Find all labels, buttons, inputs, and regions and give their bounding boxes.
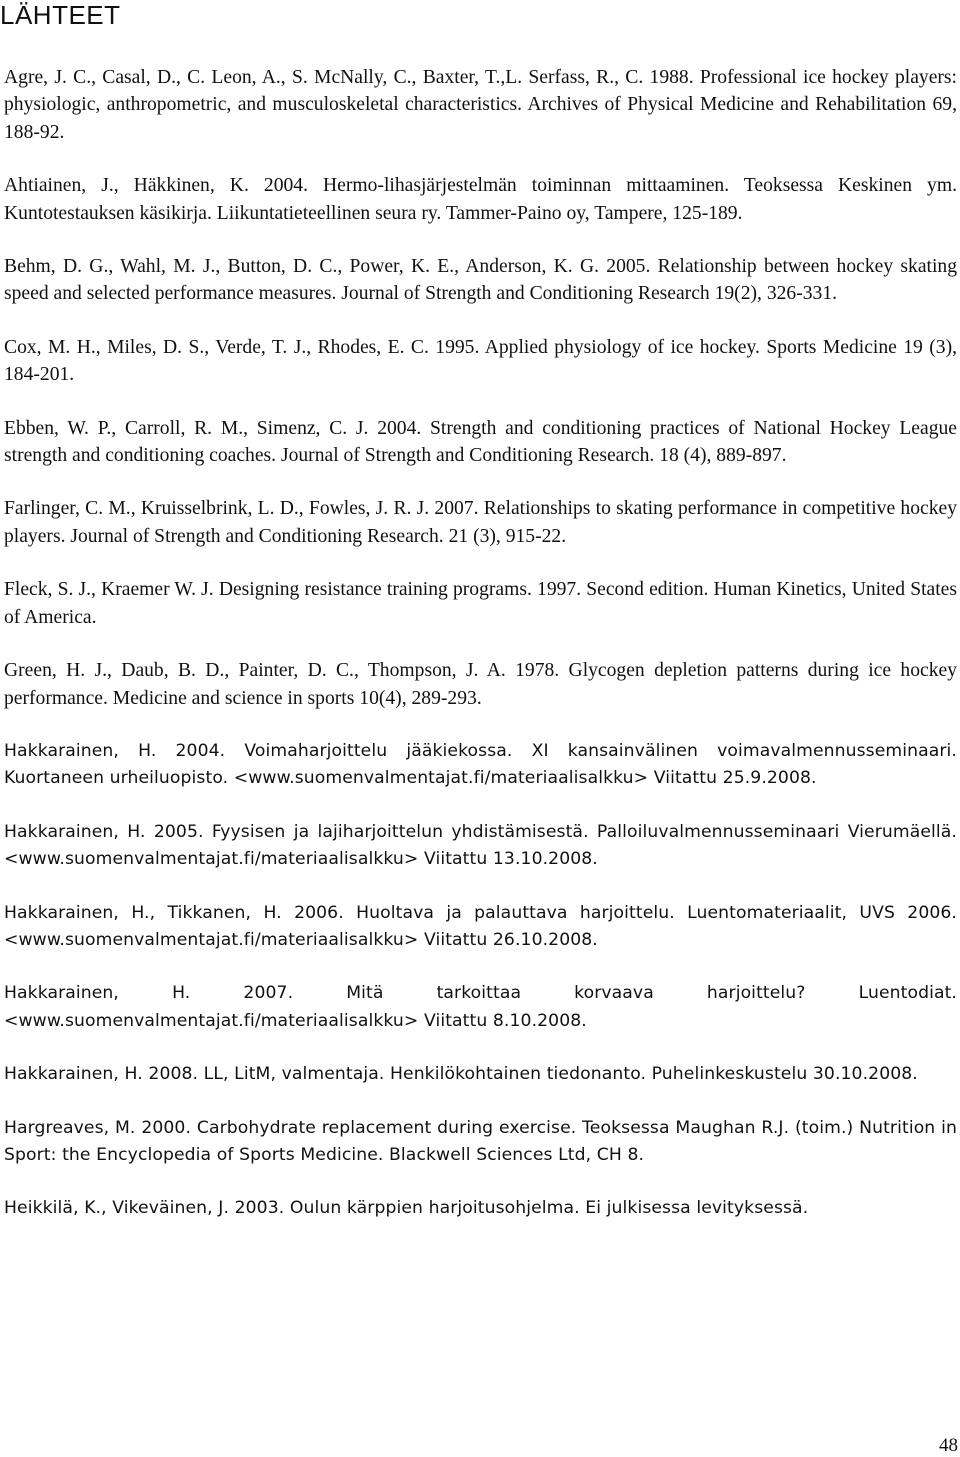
reference-item: Hakkarainen, H. 2005. Fyysisen ja lajiharjoittelun yhdistämisestä. Palloiluvalmennusseminaari Vierumäellä. <www.suomenvalmentajat.fi/materiaalisalkku> Viitattu 13.10.2008. [4,821,957,870]
reference-item: Hargreaves, M. 2000. Carbohydrate replacement during exercise. Teoksessa Maughan R.J. (toim.) Nutrition in Sport: the Encyclopedia of Sports Medicine. Blackwell Sciences Ltd, CH 8. [4,1117,957,1165]
reference-item: Ebben, W. P., Carroll, R. M., Simenz, C. J. 2004. Strength and conditioning practices of National Hockey League strength and conditioning coaches. Journal of Strength and Conditioning Research. 18 (4), 889-897. [4,417,957,467]
reference-item: Agre, J. C., Casal, D., C. Leon, A., S. McNally, C., Baxter, T.,L. Serfass, R., C. 1988. Professional ice hockey players: physiologic, anthropometric, and musculoskeletal characteristics. Archives of Physical Medicine and Rehabilitation 69, 188-92. [4,67,957,143]
reference-item: Hakkarainen, H. 2004. Voimaharjoittelu jääkiekossa. XI kansainvälinen voimavalmennusseminaari. Kuortaneen urheiluopisto. <www.suomenvalmentajat.fi/materiaalisalkku> Viitattu 25.9.2008. [4,740,957,789]
reference-item: Fleck, S. J., Kraemer W. J. Designing resistance training programs. 1997. Second edition. Human Kinetics, United States of America. [4,579,957,628]
page-heading: LÄHTEET [0,0,121,30]
reference-item: Ahtiainen, J., Häkkinen, K. 2004. Hermo-lihasjärjestelmän toiminnan mittaaminen. Teoksessa Keskinen ym. Kuntotestauksen käsikirja. Liikuntatieteellinen seura ry. Tammer-Paino oy, Tampere, 125-189. [4,175,957,224]
reference-item: Heikkilä, K., Vikeväinen, J. 2003. Oulun kärppien harjoitusohjelma. Ei julkisessa levityksessä. [4,1198,809,1219]
reference-item: Hakkarainen, H. 2008. LL, LitM, valmentaja. Henkilökohtainen tiedonanto. Puhelinkeskustelu 30.10.2008. [4,1064,918,1085]
reference-list [4,64,957,1249]
reference-item: Cox, M. H., Miles, D. S., Verde, T. J., Rhodes, E. C. 1995. Applied physiology of ice hockey. Sports Medicine 19 (3), 184-201. [4,336,957,386]
reference-item: Green, H. J., Daub, B. D., Painter, D. C., Thompson, J. A. 1978. Glycogen depletion patterns during ice hockey performance. Medicine and science in sports 10(4), 289-293. [4,660,957,709]
page-number: 48 [939,1435,958,1456]
reference-item: Hakkarainen, H. 2007. Mitä tarkoittaa korvaava harjoittelu? Luentodiat. <www.suomenvalmentajat.fi/materiaalisalkku> Viitattu 8.10.2008. [4,983,957,1031]
reference-item: Behm, D. G., Wahl, M. J., Button, D. C., Power, K. E., Anderson, K. G. 2005. Relationship between hockey skating speed and selected performance measures. Journal of Strength and Conditioning Research 19(2), 326-331. [4,256,957,305]
reference-item: Farlinger, C. M., Kruisselbrink, L. D., Fowles, J. R. J. 2007. Relationships to skating performance in competitive hockey players. Journal of Strength and Conditioning Research. 21 (3), 915-22. [4,498,957,547]
reference-item: Hakkarainen, H., Tikkanen, H. 2006. Huoltava ja palauttava harjoittelu. Luentomateriaalit, UVS 2006. <www.suomenvalmentajat.fi/materiaalisalkku> Viitattu 26.10.2008. [4,902,957,950]
